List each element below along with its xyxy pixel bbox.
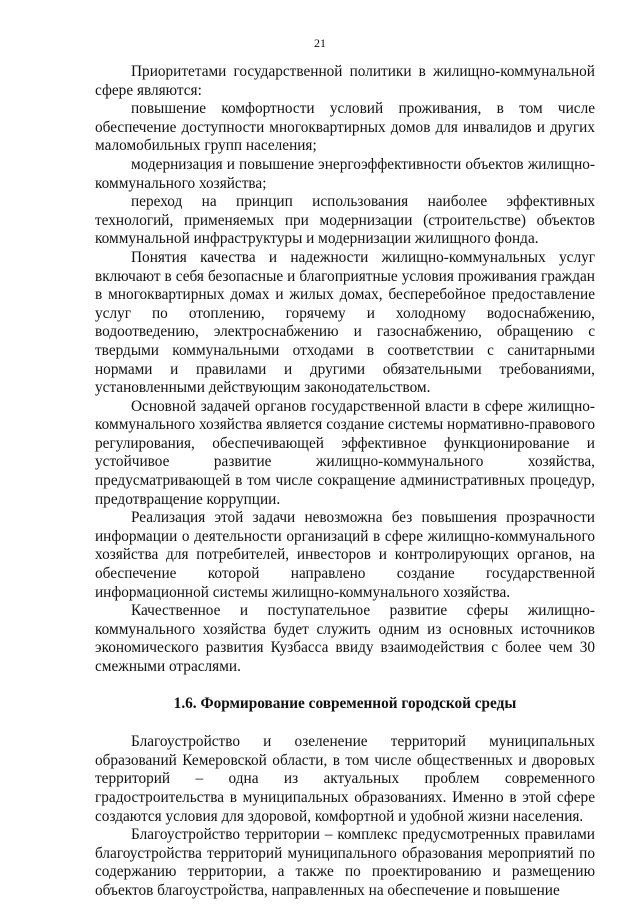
section-heading: 1.6. Формирование современной городской среды bbox=[173, 694, 517, 712]
paragraph-technologies: переход на принцип использования наиболее эффективных технологий, применяемых при модернизации (строительстве) объектов коммунальной инфраструктуры и модернизации жилищного фонда. bbox=[95, 193, 595, 248]
page-number: 21 bbox=[314, 36, 326, 50]
paragraph-transparency: Реализация этой задачи невозможна без повышения прозрачности информации о деятельности организаций в сфере жилищно-коммунального хозяйства для потребителей, инвесторов и контролирующих органов, на обеспечение которой направлено создание государственной информационной системы жилищно-коммунального хозяйства. bbox=[95, 509, 595, 601]
paragraph-priorities-intro: Приоритетами государственной политики в жилищно-коммунальной сфере являются: bbox=[95, 63, 595, 99]
paragraph-modernization: модернизация и повышение энергоэффективности объектов жилищно-коммунального хозяйства; bbox=[95, 155, 595, 192]
paragraph-main-task: Основной задачей органов государственной власти в сфере жилищно-коммунального хозяйства является создание системы нормативно-правового регулирования, обеспечивающей эффективное функционирование и устойчивое развитие жилищно-коммунального хозяйства, предусматривающей в том числе сокращение административных процедур, предотвращение коррупции. bbox=[95, 397, 595, 508]
paragraph-quality-concepts: Понятия качества и надежности жилищно-коммунальных услуг включают в себя безопасные и благоприятные условия проживания граждан в многоквартирных домах и жилых домах, бесперебойное предоставление услуг по отоплению, горячему и холодному водоснабжению, водоотведению, электроснабжению и газоснабжению, обращению с твердыми коммунальными отходами в соответствии с санитарными нормами и правилами и другими обязательными требованиями, установленными действующим законодательством. bbox=[95, 248, 595, 397]
document-body bbox=[95, 63, 595, 901]
paragraph-landscaping: Благоустройство и озеленение территорий муниципальных образований Кемеровской области, в том числе общественных и дворовых территорий – одна из актуальных проблем современного градостроительства в муниципальных образованиях. Именно в этой сфере создаются условия для здоровой, комфортной и удобной жизни населения. bbox=[95, 733, 595, 825]
paragraph-development: Качественное и поступательное развитие сферы жилищно-коммунального хозяйства будет служить одним из основных источников экономического развития Кузбасса ввиду взаимодействия с более чем 30 смежными отраслями. bbox=[95, 602, 595, 675]
paragraph-landscaping-definition: Благоустройство территории – комплекс предусмотренных правилами благоустройства территорий муниципального образования мероприятий по содержанию территории, а также по проектированию и размещению объектов благоустройства, направленных на обеспечение и повышение bbox=[95, 826, 595, 899]
paragraph-comfort: повышение комфортности условий проживания, в том числе обеспечение доступности многоквартирных домов для инвалидов и других маломобильных групп населения; bbox=[95, 100, 595, 155]
